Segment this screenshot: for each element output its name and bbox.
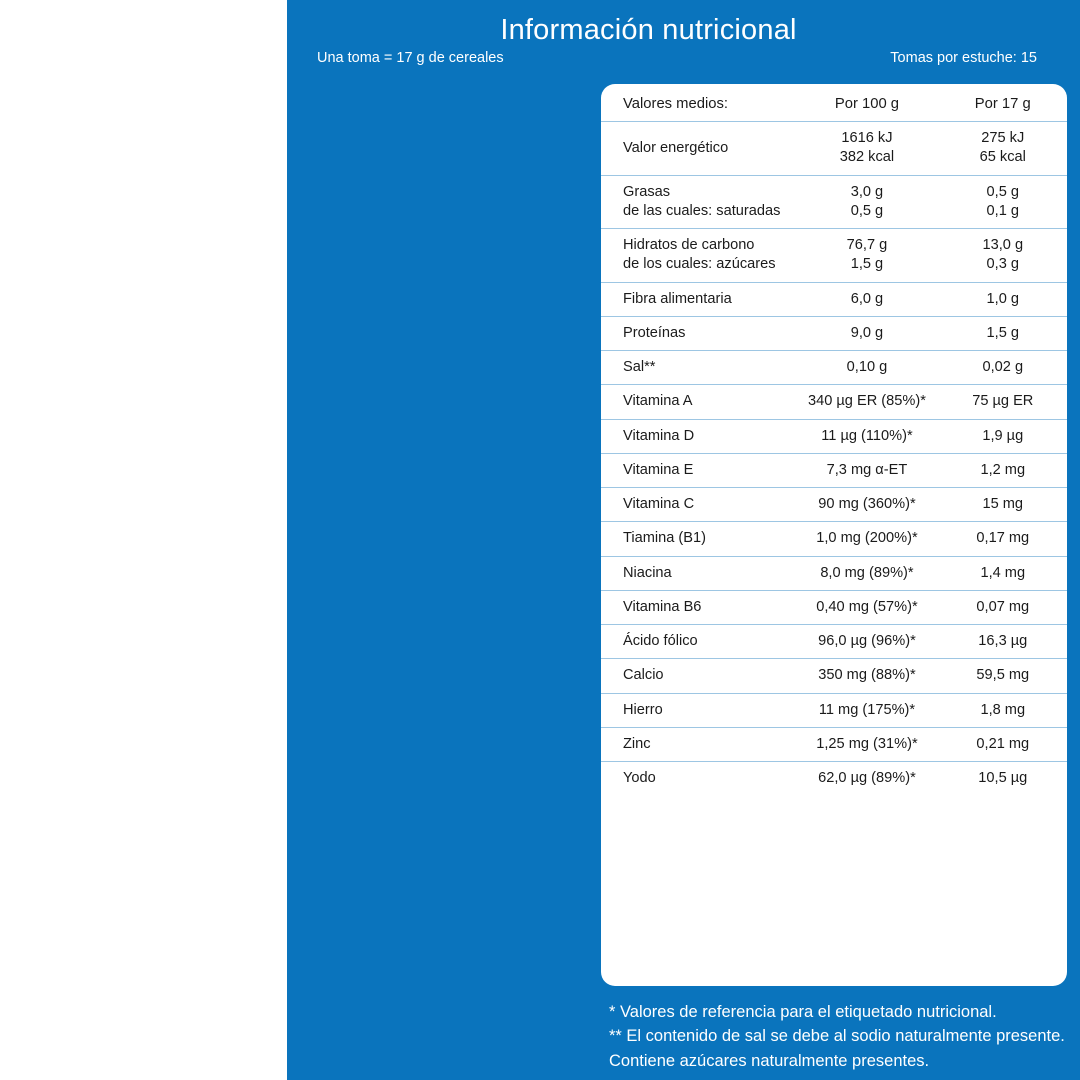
value-per-17g (939, 762, 1067, 796)
nutrition-table-card (601, 84, 1067, 986)
value-per-100g (795, 727, 938, 761)
nutrient-name (601, 229, 795, 283)
table-row (601, 229, 1067, 283)
value-per-17g-primary: 10,5 µg (978, 770, 1028, 786)
footnote-3: Contiene azúcares naturalmente presentes. (609, 1051, 930, 1070)
value-per-100g-secondary: 382 kcal (839, 149, 895, 166)
nutrient-name-primary: Sal** (623, 359, 656, 375)
value-per-100g-primary: 340 µg ER (85%)* (808, 393, 926, 410)
value-per-100g-primary: 7,3 mg α-ET (826, 461, 908, 478)
footnote-1: * Valores de referencia para el etiquetado nutricional. (609, 1003, 997, 1021)
nutrient-name-secondary: de los cuales: azúcares (623, 256, 776, 273)
nutrient-name-primary: Proteínas (623, 324, 686, 341)
value-per-17g-primary: 275 kJ (981, 130, 1025, 146)
nutrient-name-primary: Vitamina D (623, 427, 695, 444)
value-per-100g-primary: 1616 kJ (841, 130, 893, 146)
servings-per-pack-label: Tomas por estuche: 15 (890, 50, 1037, 66)
serving-size-label: Una toma = 17 g de cereales (317, 50, 504, 66)
value-per-17g-secondary: 0,3 g (986, 256, 1019, 273)
value-per-17g-primary: 0,5 g (986, 183, 1019, 200)
serving-info-row (317, 50, 1037, 66)
nutrient-name-primary: Fibra alimentaria (623, 290, 732, 307)
page-title: Información nutricional (500, 14, 797, 46)
footnote-2: ** El contenido de sal se debe al sodio naturalmente presente. (609, 1027, 1065, 1046)
value-per-100g (795, 229, 938, 283)
value-per-100g (795, 522, 938, 556)
nutrient-name-primary: Hierro (623, 701, 663, 718)
value-per-17g-primary: 0,07 mg (976, 598, 1030, 615)
value-per-17g (939, 419, 1067, 453)
nutrient-name (601, 693, 795, 727)
nutrient-name-primary: Ácido fólico (623, 633, 698, 649)
value-per-100g (795, 659, 938, 693)
value-per-100g (795, 316, 938, 350)
table-row (601, 659, 1067, 693)
value-per-100g (795, 762, 938, 796)
table-row (601, 419, 1067, 453)
value-per-100g (795, 282, 938, 316)
nutrient-name (601, 351, 795, 385)
table-row (601, 522, 1067, 556)
nutrient-name-primary: Niacina (623, 564, 672, 581)
value-per-100g (795, 590, 938, 624)
value-per-100g (795, 625, 938, 659)
value-per-100g (795, 693, 938, 727)
value-per-17g-secondary: 65 kcal (979, 149, 1026, 166)
table-row (601, 175, 1067, 229)
table-body (601, 122, 1067, 796)
nutrient-name (601, 419, 795, 453)
value-per-100g (795, 175, 938, 229)
nutrient-name-primary: Grasas (623, 183, 671, 200)
value-per-17g (939, 229, 1067, 283)
nutrient-name-primary: Calcio (623, 667, 664, 684)
value-per-17g-primary: 1,5 g (986, 324, 1019, 341)
value-per-100g (795, 351, 938, 385)
nutrient-name (601, 122, 795, 176)
value-per-17g-primary: 0,02 g (982, 359, 1024, 375)
value-per-100g (795, 385, 938, 419)
footnotes (609, 1000, 1080, 1073)
table-row (601, 693, 1067, 727)
value-per-100g-primary: 1,25 mg (31%)* (816, 735, 918, 752)
value-per-17g-primary: 1,2 mg (980, 461, 1026, 478)
nutrient-name (601, 385, 795, 419)
value-per-100g-primary: 96,0 µg (96%)* (818, 633, 916, 649)
value-per-100g-secondary: 1,5 g (850, 256, 884, 273)
nutrient-name (601, 625, 795, 659)
value-per-100g (795, 453, 938, 487)
value-per-17g-primary: 1,0 g (986, 290, 1019, 307)
value-per-17g (939, 625, 1067, 659)
nutrient-name-primary: Yodo (623, 770, 656, 786)
column-header-per-100g: Por 100 g (834, 96, 900, 112)
value-per-17g-primary: 59,5 mg (976, 667, 1030, 684)
value-per-17g-primary: 0,17 mg (976, 530, 1030, 547)
nutrient-name-primary: Vitamina A (623, 393, 693, 410)
value-per-17g (939, 175, 1067, 229)
value-per-100g-primary: 350 mg (88%)* (818, 667, 916, 684)
table-row (601, 727, 1067, 761)
table-row (601, 282, 1067, 316)
value-per-17g (939, 122, 1067, 176)
value-per-100g-primary: 11 µg (110%)* (821, 427, 913, 444)
value-per-100g-primary: 9,0 g (850, 324, 884, 341)
value-per-17g (939, 282, 1067, 316)
value-per-100g (795, 122, 938, 176)
nutrient-name (601, 762, 795, 796)
table-row (601, 590, 1067, 624)
value-per-100g-primary: 3,0 g (850, 183, 884, 200)
table-row (601, 316, 1067, 350)
table-header-row (601, 84, 1067, 122)
value-per-17g (939, 522, 1067, 556)
value-per-17g-primary: 16,3 µg (978, 633, 1028, 649)
value-per-17g-primary: 15 mg (982, 496, 1024, 512)
nutrient-name-primary: Tiamina (B1) (623, 530, 706, 547)
nutrient-name (601, 488, 795, 522)
nutrient-name-primary: Vitamina C (623, 496, 695, 512)
nutrition-panel (287, 0, 1080, 1080)
table-row (601, 351, 1067, 385)
value-per-100g-primary: 1,0 mg (200%)* (816, 530, 918, 547)
table-row (601, 556, 1067, 590)
table-row (601, 762, 1067, 796)
nutrient-name-primary: Vitamina E (623, 461, 694, 478)
table-row (601, 385, 1067, 419)
value-per-17g (939, 727, 1067, 761)
value-per-17g-primary: 0,21 mg (976, 735, 1030, 752)
value-per-17g-primary: 75 µg ER (972, 393, 1034, 410)
value-per-100g-primary: 0,40 mg (57%)* (816, 598, 918, 615)
nutrient-name (601, 453, 795, 487)
nutrient-name (601, 727, 795, 761)
value-per-17g-secondary: 0,1 g (986, 202, 1019, 219)
value-per-17g (939, 590, 1067, 624)
nutrient-name-primary: Hidratos de carbono (623, 237, 755, 253)
nutrient-name (601, 316, 795, 350)
value-per-17g (939, 316, 1067, 350)
value-per-100g-primary: 11 mg (175%)* (818, 701, 916, 718)
value-per-17g (939, 556, 1067, 590)
value-per-100g (795, 556, 938, 590)
value-per-17g (939, 488, 1067, 522)
value-per-17g (939, 351, 1067, 385)
value-per-17g (939, 659, 1067, 693)
nutrient-name (601, 175, 795, 229)
table-row (601, 122, 1067, 176)
value-per-100g (795, 419, 938, 453)
value-per-17g (939, 453, 1067, 487)
table-row (601, 488, 1067, 522)
panel-header (287, 14, 1080, 47)
nutrient-name (601, 522, 795, 556)
nutrient-name-primary: Zinc (623, 735, 651, 752)
value-per-17g (939, 693, 1067, 727)
value-per-100g-secondary: 0,5 g (850, 202, 884, 219)
nutrient-name-primary: Valor energético (623, 139, 729, 156)
value-per-100g-primary: 0,10 g (846, 359, 888, 375)
value-per-17g-primary: 1,9 µg (982, 427, 1024, 444)
value-per-100g-primary: 8,0 mg (89%)* (820, 564, 914, 581)
table-row (601, 453, 1067, 487)
value-per-17g-primary: 1,4 mg (980, 564, 1026, 581)
value-per-100g-primary: 90 mg (360%)* (818, 496, 916, 512)
column-header-per-17g: Por 17 g (974, 96, 1031, 112)
table-header (601, 84, 1067, 122)
nutrient-name (601, 659, 795, 693)
nutrient-name (601, 556, 795, 590)
nutrient-name (601, 282, 795, 316)
nutrient-name-primary: Vitamina B6 (623, 598, 702, 615)
table-row (601, 625, 1067, 659)
value-per-17g-primary: 1,8 mg (980, 701, 1026, 718)
value-per-100g (795, 488, 938, 522)
value-per-100g-primary: 6,0 g (850, 290, 884, 307)
nutrition-table (601, 84, 1067, 795)
column-header-name: Valores medios: (623, 96, 728, 112)
value-per-17g (939, 385, 1067, 419)
value-per-17g-primary: 13,0 g (982, 237, 1024, 253)
nutrient-name (601, 590, 795, 624)
value-per-100g-primary: 76,7 g (846, 237, 888, 253)
value-per-100g-primary: 62,0 µg (89%)* (818, 770, 916, 786)
nutrient-name-secondary: de las cuales: saturadas (623, 202, 781, 219)
